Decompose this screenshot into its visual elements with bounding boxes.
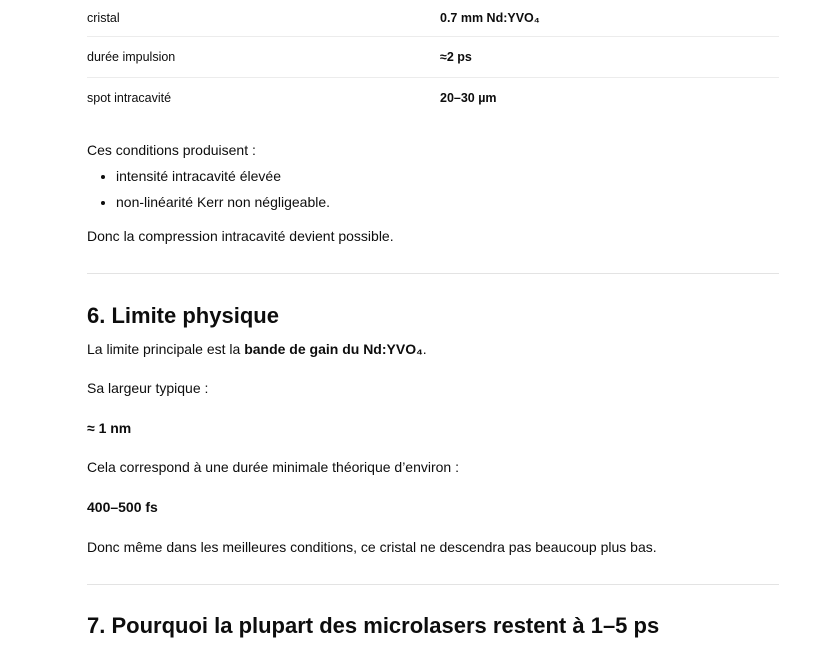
limit-text-prefix: La limite principale est la bbox=[87, 341, 245, 357]
section-6-heading: 6. Limite physique bbox=[87, 303, 279, 328]
table-value-cell: 20–30 µm bbox=[440, 78, 779, 119]
list-item: • non-linéarité Kerr non négligeable. bbox=[116, 192, 330, 212]
conditions-conclusion: Donc la compression intracavité devient possible. bbox=[87, 228, 394, 244]
table-row bbox=[87, 0, 779, 37]
table-value-cell: ≈2 ps bbox=[440, 37, 779, 78]
limit-text-bold: bande de gain du Nd:YVO₄ bbox=[244, 341, 423, 357]
table-value-cell: 0.7 mm Nd:YVO₄ bbox=[440, 11, 540, 25]
limit-paragraph bbox=[87, 339, 427, 359]
response-content bbox=[87, 0, 779, 638]
duration-label: Cela correspond à une durée minimale théorique d’environ : bbox=[87, 459, 459, 475]
table-key-cell: durée impulsion bbox=[87, 37, 440, 78]
section-7-heading: 7. Pourquoi la plupart des microlasers restent à 1–5 ps bbox=[87, 613, 660, 638]
duration-value: 400–500 fs bbox=[87, 499, 158, 515]
conditions-intro: Ces conditions produisent : bbox=[87, 142, 256, 158]
conditions-list bbox=[87, 166, 330, 218]
section-divider bbox=[87, 584, 779, 585]
table-key-cell: cristal bbox=[87, 11, 120, 25]
table-key-cell: spot intracavité bbox=[87, 78, 440, 119]
section-6-conclusion: Donc même dans les meilleures conditions, ce cristal ne descendra pas beaucoup plus bas. bbox=[87, 539, 657, 555]
spec-table bbox=[87, 0, 779, 118]
table-row bbox=[87, 37, 779, 78]
table-row bbox=[87, 78, 779, 119]
width-label: Sa largeur typique : bbox=[87, 380, 209, 396]
limit-text-suffix: . bbox=[422, 341, 427, 357]
width-value: ≈ 1 nm bbox=[87, 420, 132, 436]
list-item: • intensité intracavité élevée bbox=[116, 166, 330, 186]
section-divider bbox=[87, 273, 779, 274]
